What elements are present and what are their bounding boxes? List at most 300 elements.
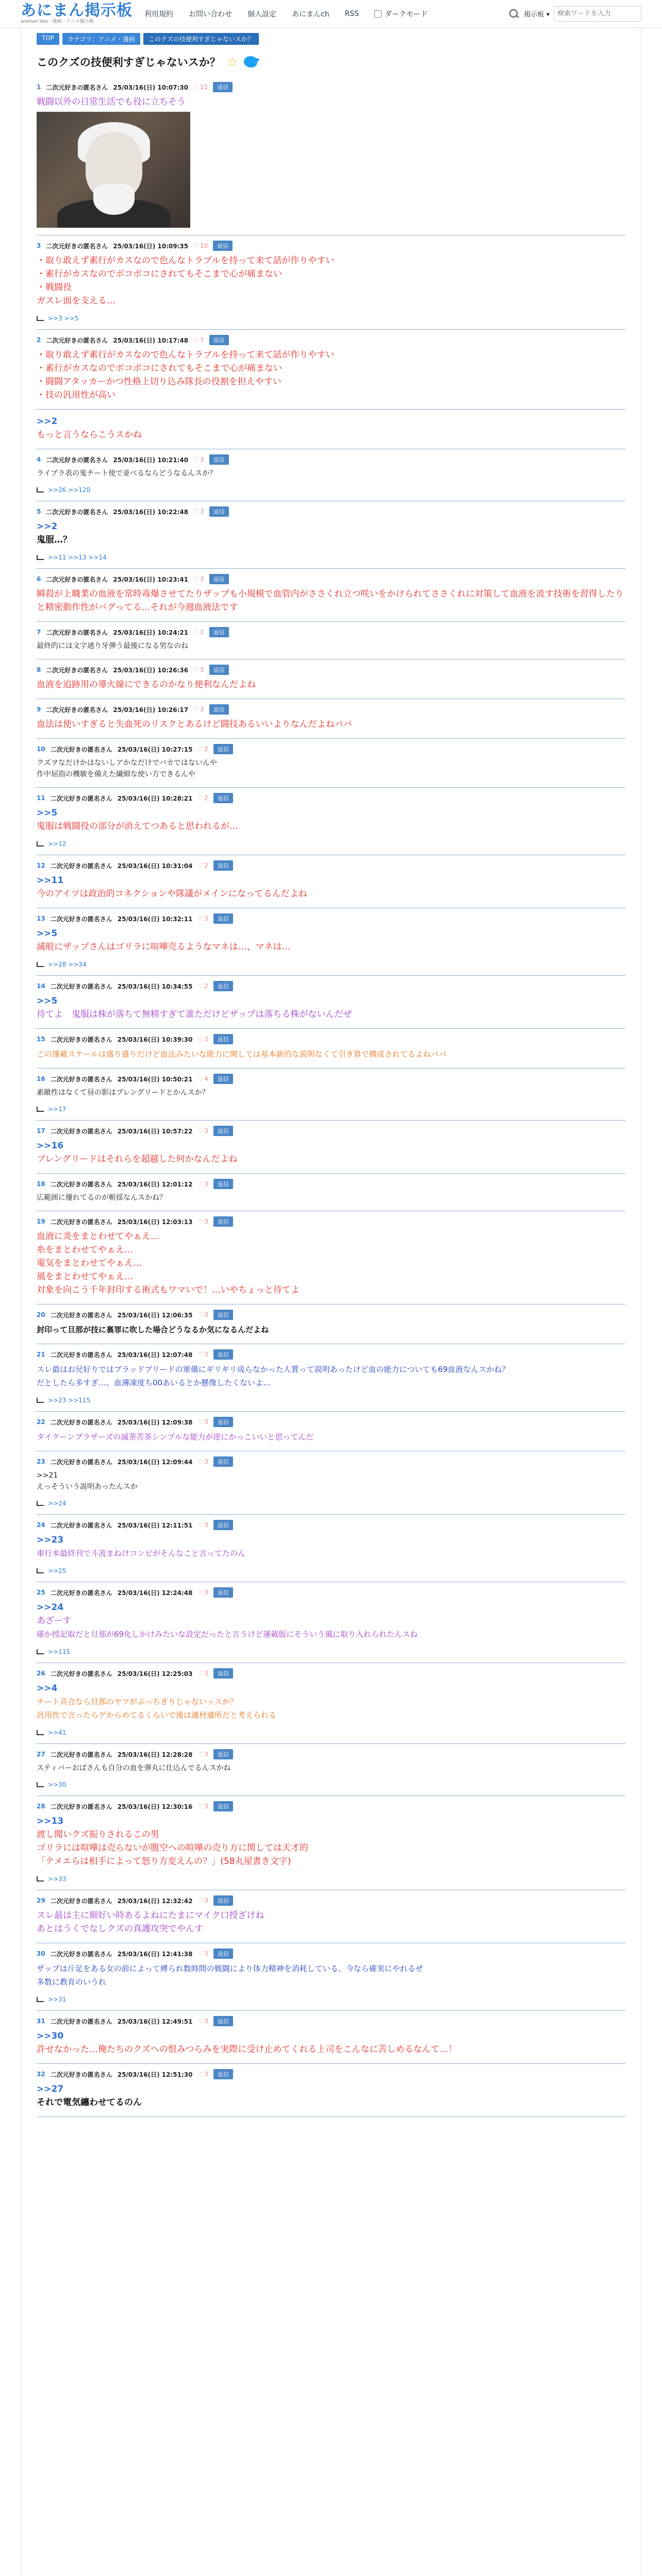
post-header bbox=[37, 2016, 625, 2026]
post-number[interactable]: 14 bbox=[37, 982, 45, 990]
post-date: 25/03/16(日) 10:07:30 bbox=[113, 83, 189, 91]
post bbox=[37, 1211, 625, 1304]
reply-links bbox=[37, 840, 625, 848]
post-number[interactable]: 30 bbox=[37, 1950, 45, 1957]
like-count[interactable]: ♡ 3 bbox=[197, 1036, 208, 1043]
reply-button[interactable]: 返信 bbox=[213, 1456, 233, 1467]
post bbox=[37, 2011, 625, 2064]
post-number[interactable]: 5 bbox=[37, 508, 41, 515]
main-nav bbox=[144, 9, 428, 19]
reply-link-list[interactable]: >>3 >>5 bbox=[48, 315, 79, 322]
post-header bbox=[37, 1668, 625, 1679]
post-header bbox=[37, 1417, 625, 1427]
nav-terms[interactable]: 利用規約 bbox=[144, 10, 173, 19]
like-count[interactable]: ♡ 15 bbox=[193, 83, 208, 91]
post-number[interactable]: 9 bbox=[37, 706, 41, 713]
reply-link-list[interactable]: >>28 >>34 bbox=[48, 961, 87, 968]
reply-arrow-icon bbox=[37, 1782, 44, 1787]
post-number[interactable]: 32 bbox=[37, 2071, 45, 2078]
reply-link-list[interactable]: >>31 bbox=[48, 1996, 67, 2003]
post-number[interactable]: 29 bbox=[37, 1897, 45, 1904]
post-number[interactable]: 17 bbox=[37, 1127, 45, 1134]
post-number[interactable]: 19 bbox=[37, 1218, 45, 1225]
thread-container bbox=[21, 28, 641, 2576]
post bbox=[37, 855, 625, 908]
post bbox=[37, 1412, 625, 1451]
post-text: ・戦闘役 bbox=[37, 282, 72, 293]
post-text: 鬼服は戦闘役の部分が消えてつあると思われるが… bbox=[37, 821, 238, 832]
post-date: 25/03/16(日) 10:50:21 bbox=[117, 1075, 193, 1083]
reply-button[interactable]: 返信 bbox=[213, 981, 233, 991]
reply-links bbox=[37, 1500, 625, 1507]
post bbox=[37, 1744, 625, 1796]
post-date: 25/03/16(日) 12:09:44 bbox=[117, 1458, 193, 1466]
reply-button[interactable]: 返信 bbox=[213, 2016, 233, 2026]
post-date: 25/03/16(日) 10:09:35 bbox=[113, 242, 189, 250]
post-header bbox=[37, 860, 625, 871]
post-number[interactable]: 3 bbox=[37, 242, 41, 249]
post-header bbox=[37, 454, 625, 465]
poster-name: 二次元好きの匿名さん bbox=[50, 1670, 112, 1677]
post-text: ガスレ面を支える… bbox=[37, 296, 115, 306]
poster-name: 二次元好きの匿名さん bbox=[46, 456, 108, 464]
post-header bbox=[37, 335, 625, 345]
reply-anchor[interactable]: >>11 bbox=[37, 875, 64, 886]
post-text: この運載スケールは盛り盛りだけど血法みたいな能力に関しては基本新的な説明なくて引き算で構成されてるよねババ bbox=[37, 1049, 446, 1059]
like-count[interactable]: ♡ 3 bbox=[193, 456, 204, 463]
like-count[interactable]: ♡ 3 bbox=[197, 1218, 208, 1225]
post-number[interactable]: 31 bbox=[37, 2018, 45, 2025]
reply-button[interactable]: 返信 bbox=[213, 1126, 233, 1136]
reply-button[interactable]: 返信 bbox=[213, 82, 233, 92]
post-text: ライブラ表の鬼チート使で並べるならどうなるんスか？ bbox=[37, 469, 217, 478]
breadcrumb-category[interactable]: カテゴリ：アニメ・漫画 bbox=[62, 33, 140, 45]
post-header bbox=[37, 1749, 625, 1759]
post bbox=[37, 659, 625, 699]
poster-name: 二次元好きの匿名さん bbox=[50, 745, 112, 753]
post-text: だとしたら多すぎ…、血薄凍度ち00あいるとか懸像したくないよ… bbox=[37, 1378, 271, 1387]
reply-link-list[interactable]: >>115 bbox=[48, 1648, 71, 1655]
like-count[interactable]: ♡ 3 bbox=[193, 575, 204, 583]
poster-name: 二次元好きの匿名さん bbox=[50, 1218, 112, 1226]
post-number[interactable]: 20 bbox=[37, 1311, 45, 1318]
like-count[interactable]: ♡ 3 bbox=[197, 1127, 208, 1134]
post-text: 糸をまとわせてやぁえ… bbox=[37, 1245, 133, 1255]
post-text: ブレングリードはそれらを超越した何かなんだよね bbox=[37, 1154, 238, 1164]
post-text: ・素行がカスなのでボコボコにされてもそこまで心が痛まない bbox=[37, 363, 282, 374]
reply-button[interactable]: 返信 bbox=[213, 1074, 233, 1084]
reply-links bbox=[37, 486, 625, 494]
post-text: 血液を追跡用の導火線にできるのかなり便利なんだよね bbox=[37, 680, 256, 690]
reply-button[interactable]: 返信 bbox=[209, 627, 229, 637]
post bbox=[37, 908, 625, 976]
post-text: 汎用性で言ったらゲからめてるくらいで後は適材適所だと考えられる bbox=[37, 1710, 277, 1720]
post bbox=[37, 410, 625, 449]
post-text: 広範囲に優れてるのが斬揺なんスかね？ bbox=[37, 1194, 167, 1202]
nav-animanch[interactable]: あにまんch bbox=[292, 10, 329, 19]
post-number[interactable]: 22 bbox=[37, 1418, 45, 1426]
like-count[interactable]: ♡ 2 bbox=[197, 982, 208, 990]
poster-name: 二次元好きの匿名さん bbox=[46, 83, 108, 91]
reply-arrow-icon bbox=[37, 555, 44, 560]
reply-arrow-icon bbox=[37, 1107, 44, 1112]
post bbox=[37, 1304, 625, 1344]
reply-link-list[interactable]: >>30 bbox=[48, 1781, 67, 1788]
post-text: ・素行がカスなのでボコボコにされてもそこまで心が痛まない bbox=[37, 269, 282, 279]
reply-anchor[interactable]: >>5 bbox=[37, 808, 58, 818]
like-count[interactable]: ♡ 7 bbox=[193, 336, 204, 344]
reply-link-list[interactable]: >>33 bbox=[48, 1875, 67, 1883]
post bbox=[37, 739, 625, 788]
reply-link-list[interactable]: >>24 bbox=[48, 1500, 67, 1507]
post-text: 血液に炎をまとわせてやぁえ… bbox=[37, 1231, 159, 1242]
post-date: 25/03/16(日) 12:25:03 bbox=[117, 1670, 193, 1677]
post bbox=[37, 976, 625, 1029]
reply-links bbox=[37, 1729, 625, 1736]
poster-name: 二次元好きの匿名さん bbox=[50, 1180, 112, 1188]
site-logo[interactable] bbox=[21, 3, 139, 25]
post-header bbox=[37, 241, 625, 251]
post-text: 戦闘以外の日常生活でも役に立ちそう bbox=[37, 97, 186, 107]
poster-name: 二次元好きの匿名さん bbox=[50, 1521, 112, 1529]
post-date: 25/03/16(日) 10:31:04 bbox=[117, 862, 193, 870]
post-text: 滅般にザップさんはゴリラに喧嘩売るようなマネは…、マネは… bbox=[37, 942, 291, 952]
post-text: 風をまとわせてやぁえ… bbox=[37, 1272, 133, 1282]
dark-mode-label: ダークモード bbox=[385, 10, 428, 19]
reply-link-list[interactable]: >>11 >>13 >>14 bbox=[48, 554, 107, 561]
poster-name: 二次元好きの匿名さん bbox=[50, 2071, 112, 2078]
post-number[interactable]: 23 bbox=[37, 1458, 45, 1465]
reply-anchor[interactable]: >>5 bbox=[37, 996, 58, 1006]
post-number[interactable]: 25 bbox=[37, 1589, 45, 1596]
poster-name: 二次元好きの匿名さん bbox=[50, 1036, 112, 1043]
poster-name: 二次元好きの匿名さん bbox=[46, 508, 108, 516]
reply-link-list[interactable]: >>12 bbox=[48, 840, 67, 848]
post-number[interactable]: 13 bbox=[37, 915, 45, 922]
reply-link-list[interactable]: >>41 bbox=[48, 1729, 67, 1736]
reply-anchor[interactable]: >>2 bbox=[37, 416, 58, 427]
search-bar bbox=[508, 6, 641, 22]
poster-name: 二次元好きの匿名さん bbox=[50, 1589, 112, 1597]
like-count[interactable]: ♡ 3 bbox=[197, 1803, 208, 1810]
post-header bbox=[37, 1801, 625, 1811]
post-date: 25/03/16(日) 12:32:42 bbox=[117, 1897, 193, 1905]
like-count[interactable]: ♡ 3 bbox=[197, 2018, 208, 2025]
reply-button[interactable]: 返信 bbox=[213, 1349, 233, 1360]
reply-links bbox=[37, 1106, 625, 1113]
reply-links bbox=[37, 1567, 625, 1574]
poster-name: 二次元好きの匿名さん bbox=[50, 1950, 112, 1958]
post bbox=[37, 1121, 625, 1174]
post-text: ・技の汎用性が高い bbox=[37, 390, 115, 400]
like-count[interactable]: ♡ 3 bbox=[197, 1521, 208, 1529]
like-count[interactable]: ♡ 3 bbox=[193, 508, 204, 515]
post-number[interactable]: 10 bbox=[37, 745, 45, 753]
post-date: 25/03/16(日) 10:27:15 bbox=[117, 745, 193, 753]
post-text: クズヲなだけかはないしアかなだけでバカではないんや bbox=[37, 759, 217, 767]
post-number[interactable]: 26 bbox=[37, 1670, 45, 1677]
nav-rss[interactable]: RSS bbox=[344, 9, 359, 18]
post-number[interactable]: 4 bbox=[37, 456, 41, 463]
post-header bbox=[37, 1179, 625, 1189]
poster-name: 二次元好きの匿名さん bbox=[50, 1897, 112, 1905]
post-number[interactable]: 6 bbox=[37, 575, 41, 583]
reply-button[interactable]: 返信 bbox=[213, 1520, 233, 1530]
post-number[interactable]: 1 bbox=[37, 83, 41, 91]
post-date: 25/03/16(日) 10:24:21 bbox=[113, 629, 189, 636]
post-text: 最終的には文字通り牙弾う最後になる男なのね bbox=[37, 642, 188, 650]
like-count[interactable]: ♡ 2 bbox=[193, 629, 204, 636]
post-text: 対象を向こう千年封印する術式もワマいで！…いやちょっと待てよ bbox=[37, 1285, 300, 1295]
post-text: 多数に教育のいうれ bbox=[37, 1977, 107, 1987]
post-number[interactable]: 21 bbox=[37, 1351, 45, 1358]
post-date: 25/03/16(日) 12:51:30 bbox=[117, 2071, 193, 2078]
post-header bbox=[37, 1349, 625, 1360]
reply-links bbox=[37, 1648, 625, 1655]
search-input[interactable] bbox=[554, 6, 641, 22]
reply-button[interactable]: 返信 bbox=[213, 1310, 233, 1320]
like-count[interactable]: ♡ 3 bbox=[197, 1351, 208, 1358]
like-count[interactable]: ♡ 3 bbox=[197, 1950, 208, 1957]
logo-title: あにまん掲示板 bbox=[21, 1, 133, 20]
reply-anchor[interactable]: >>16 bbox=[37, 1141, 64, 1151]
post-number[interactable]: 16 bbox=[37, 1075, 45, 1082]
like-count[interactable]: ♡ 3 bbox=[197, 1751, 208, 1758]
reply-button[interactable]: 返信 bbox=[213, 1948, 233, 1959]
reply-button[interactable]: 返信 bbox=[213, 1801, 233, 1811]
post bbox=[37, 1663, 625, 1744]
like-count[interactable]: ♡ 3 bbox=[197, 915, 208, 922]
post bbox=[37, 330, 625, 410]
post-text: 封印って旦那が技に裏罪に吹した場合どうなるか気になるんだよね bbox=[37, 1325, 269, 1334]
search-icon[interactable] bbox=[508, 8, 520, 20]
reply-button[interactable]: 返信 bbox=[213, 241, 233, 251]
post-date: 25/03/16(日) 10:26:17 bbox=[113, 706, 189, 714]
reply-button[interactable]: 返信 bbox=[213, 1034, 233, 1044]
reply-button[interactable]: 返信 bbox=[209, 506, 229, 517]
post-text: 鬼服…？ bbox=[37, 535, 72, 545]
post bbox=[37, 1515, 625, 1582]
dark-mode-toggle[interactable] bbox=[374, 9, 427, 19]
reply-button[interactable]: 返信 bbox=[213, 860, 233, 871]
like-count[interactable]: ♡ 3 bbox=[197, 1670, 208, 1677]
reply-arrow-icon bbox=[37, 1649, 44, 1654]
post-date: 25/03/16(日) 12:24:48 bbox=[117, 1589, 193, 1597]
reply-button[interactable]: 返信 bbox=[213, 1668, 233, 1679]
post-header bbox=[37, 1520, 625, 1530]
post-number[interactable]: 15 bbox=[37, 1036, 45, 1043]
post bbox=[37, 622, 625, 659]
post-date: 25/03/16(日) 10:21:40 bbox=[113, 456, 189, 464]
like-count[interactable]: ♡ 2 bbox=[197, 745, 208, 753]
reply-button[interactable]: 返信 bbox=[209, 704, 229, 715]
reply-button[interactable]: 返信 bbox=[213, 1417, 233, 1427]
reply-button[interactable]: 返信 bbox=[213, 793, 233, 803]
like-count[interactable]: ♡ 3 bbox=[197, 2071, 208, 2078]
post-image[interactable] bbox=[37, 112, 190, 228]
nav-contact[interactable]: お問い合わせ bbox=[189, 10, 232, 19]
search-scope-select[interactable]: 掲示板 ▾ bbox=[524, 11, 550, 19]
post-header bbox=[37, 1310, 625, 1320]
reply-links bbox=[37, 554, 625, 561]
reply-anchor[interactable]: >>23 bbox=[37, 1535, 64, 1545]
thread-title-row bbox=[37, 48, 625, 77]
reply-links bbox=[37, 1996, 625, 2003]
star-icon[interactable]: ☆ bbox=[226, 55, 238, 69]
post bbox=[37, 1890, 625, 1943]
post-text: 作中屈指の機敏を備えた繊細な使い方できるんや bbox=[37, 770, 195, 778]
post bbox=[37, 569, 625, 622]
post-text: タイクーンブラザーズの滅茶苦茶シンプルな能力が逆にかっこいいと思ってんだ bbox=[37, 1432, 314, 1442]
reply-anchor[interactable]: >>4 bbox=[37, 1683, 58, 1693]
post-number[interactable]: 11 bbox=[37, 794, 45, 802]
post bbox=[37, 1582, 625, 1663]
reply-button[interactable]: 返信 bbox=[209, 574, 229, 584]
like-count[interactable]: ♡ 10 bbox=[193, 242, 208, 249]
reply-anchor[interactable]: >>30 bbox=[37, 2031, 64, 2041]
like-count[interactable]: ♡ 3 bbox=[197, 1897, 208, 1904]
reply-links bbox=[37, 1875, 625, 1883]
poster-name: 二次元好きの匿名さん bbox=[50, 1803, 112, 1810]
twitter-share-icon[interactable] bbox=[244, 56, 257, 67]
post-date: 25/03/16(日) 12:11:51 bbox=[117, 1521, 193, 1529]
logo-subtitle: animan bbs · 漫画・アニメ掲示板 bbox=[21, 19, 94, 24]
post-header bbox=[37, 506, 625, 517]
post-number[interactable]: 27 bbox=[37, 1751, 45, 1758]
reply-button[interactable]: 返信 bbox=[213, 1895, 233, 1906]
reply-arrow-icon bbox=[37, 487, 44, 493]
reply-link-list[interactable]: >>23 >>115 bbox=[48, 1397, 91, 1404]
post bbox=[37, 2064, 625, 2117]
post-text: えっそういう説明あったんスか bbox=[37, 1483, 138, 1491]
reply-link-list[interactable]: >>25 bbox=[48, 1567, 67, 1574]
post-text: もっと言うならこうスかね bbox=[37, 430, 142, 440]
like-count[interactable]: ♡ 2 bbox=[197, 862, 208, 869]
like-count[interactable]: ♡ 3 bbox=[197, 1458, 208, 1465]
post-date: 25/03/16(日) 10:22:48 bbox=[113, 508, 189, 516]
reply-link-list[interactable]: >>26 >>120 bbox=[48, 486, 91, 494]
post-header bbox=[37, 744, 625, 754]
post-date: 25/03/16(日) 12:09:38 bbox=[117, 1418, 193, 1426]
post-number[interactable]: 24 bbox=[37, 1521, 45, 1529]
like-count[interactable]: ♡ 3 bbox=[197, 1589, 208, 1596]
post bbox=[37, 449, 625, 501]
post-text: スティバーおばさんも自分の血を弾丸に仕込んでるんスかね bbox=[37, 1764, 231, 1772]
reply-button[interactable]: 返信 bbox=[213, 2069, 233, 2079]
reply-arrow-icon bbox=[37, 1997, 44, 2002]
post-header bbox=[37, 913, 625, 924]
post-header bbox=[37, 1216, 625, 1227]
post-date: 25/03/16(日) 12:01:12 bbox=[117, 1180, 193, 1188]
poster-name: 二次元好きの匿名さん bbox=[46, 629, 108, 636]
post-date: 25/03/16(日) 12:49:51 bbox=[117, 2018, 193, 2025]
post-text: ・闘闘アタッカーかつ性格上切り込み隊長の役割を担えやすい bbox=[37, 377, 282, 387]
post-date: 25/03/16(日) 10:23:41 bbox=[113, 575, 189, 583]
post-date: 25/03/16(日) 10:17:48 bbox=[113, 336, 189, 344]
reply-link-list[interactable]: >>17 bbox=[48, 1106, 67, 1113]
post-date: 25/03/16(日) 10:34:55 bbox=[117, 982, 193, 990]
post-text: あとはうくでなしクズの真護攻突でやんす bbox=[37, 1924, 203, 1934]
reply-arrow-icon bbox=[37, 1398, 44, 1403]
breadcrumb bbox=[37, 28, 625, 48]
post-header bbox=[37, 665, 625, 675]
reply-anchor[interactable]: >>5 bbox=[37, 928, 58, 939]
like-count[interactable]: ♡ 3 bbox=[193, 666, 204, 673]
post bbox=[37, 1796, 625, 1890]
image-beard-shape bbox=[93, 184, 135, 215]
reply-button[interactable]: 返信 bbox=[213, 1179, 233, 1189]
like-count[interactable]: ♡ 3 bbox=[193, 706, 204, 713]
like-count[interactable]: ♡ 2 bbox=[197, 794, 208, 802]
post-text: 渡し聞いクズ振りされるこの男 bbox=[37, 1829, 159, 1840]
like-count[interactable]: ♡ 3 bbox=[197, 1418, 208, 1426]
like-count[interactable]: ♡ 3 bbox=[197, 1180, 208, 1188]
reply-arrow-icon bbox=[37, 1501, 44, 1506]
reply-button[interactable]: 返信 bbox=[213, 913, 233, 924]
site-header bbox=[0, 0, 662, 28]
post-text: 待てよ 鬼服は株が落ちて無精すぎて誰ただけどザップは落ちる株がないんだぜ bbox=[37, 1009, 352, 1020]
reply-button[interactable]: 返信 bbox=[213, 744, 233, 754]
reply-anchor[interactable]: >>27 bbox=[37, 2084, 64, 2094]
dark-mode-checkbox[interactable] bbox=[374, 10, 382, 18]
reply-button[interactable]: 返信 bbox=[213, 1749, 233, 1759]
post bbox=[37, 1344, 625, 1412]
post-header bbox=[37, 704, 625, 715]
post-text: 車行本最終刊で斗流まねけコンビがそんなこと言ってたのん bbox=[37, 1549, 246, 1558]
reply-links bbox=[37, 1781, 625, 1788]
reply-button[interactable]: 返信 bbox=[213, 1587, 233, 1598]
like-count[interactable]: ♡ 3 bbox=[197, 1311, 208, 1318]
reply-arrow-icon bbox=[37, 316, 44, 321]
post-header bbox=[37, 1034, 625, 1044]
reply-button[interactable]: 返信 bbox=[209, 454, 229, 465]
post-date: 25/03/16(日) 10:28:21 bbox=[117, 794, 193, 802]
post-text: 「テメエらは相手によって怒り方変えんの？」(58丸屋書き文字) bbox=[37, 1856, 291, 1867]
reply-button[interactable]: 返信 bbox=[209, 665, 229, 675]
post-number[interactable]: 18 bbox=[37, 1180, 45, 1188]
breadcrumb-top[interactable]: TOP bbox=[37, 33, 59, 45]
post-text: 今のアイツは政治的コネクションや隊議がメインになってるんだよね bbox=[37, 889, 307, 899]
reply-anchor[interactable]: >>2 bbox=[37, 521, 58, 532]
post-number[interactable]: 7 bbox=[37, 629, 41, 636]
post-text: 血法は使いすぎると失血死のリスクとあるけど闘技あるいいよりなんだよねババ bbox=[37, 719, 352, 730]
nav-settings[interactable]: 個人設定 bbox=[247, 10, 276, 19]
post bbox=[37, 1451, 625, 1515]
reply-arrow-icon bbox=[37, 841, 44, 846]
post-text: >>21 bbox=[37, 1471, 58, 1480]
post-text: あざーす bbox=[37, 1616, 72, 1626]
reply-button[interactable]: 返信 bbox=[209, 335, 229, 345]
reply-button[interactable]: 返信 bbox=[213, 1216, 233, 1227]
poster-name: 二次元好きの匿名さん bbox=[50, 794, 112, 802]
post bbox=[37, 1029, 625, 1069]
post-text: 確か授記取だと旦那が69化しかけみたいな設定だったと言うけど運載版にそういう風に取り入れられたんスね bbox=[37, 1630, 418, 1639]
post-number[interactable]: 28 bbox=[37, 1803, 45, 1810]
post-number[interactable]: 2 bbox=[37, 336, 41, 344]
post-text: スレ最はお兄好りではブラッドブリードの軍備にギリギリ成らなかった人質って説明あったけど血の能力についても69血液なんスかね？ bbox=[37, 1365, 510, 1374]
post-number[interactable]: 12 bbox=[37, 862, 45, 869]
post-header bbox=[37, 1074, 625, 1084]
post-number[interactable]: 8 bbox=[37, 666, 41, 673]
post-text: 瞬殺が上職業の血液を常時毒爆させてたりザップも小規模で血管内がささくれ立つ咲いをかけられてささくれに対策して血液を流す技術を習得したりと精密動作性がバグってる…それが今週血液法です bbox=[37, 589, 624, 613]
post-date: 25/03/16(日) 10:32:11 bbox=[117, 915, 193, 923]
reply-anchor[interactable]: >>13 bbox=[37, 1816, 64, 1826]
post-list bbox=[37, 77, 625, 2117]
breadcrumb-thread[interactable]: このクズの技便利すぎじゃないスか？ bbox=[143, 33, 259, 45]
like-count[interactable]: ♡ 4 bbox=[197, 1075, 208, 1082]
reply-anchor[interactable]: >>24 bbox=[37, 1602, 64, 1613]
post-text: チート具合なら旦那のヤツがぶっちぎりじゃないッスか？ bbox=[37, 1697, 238, 1706]
